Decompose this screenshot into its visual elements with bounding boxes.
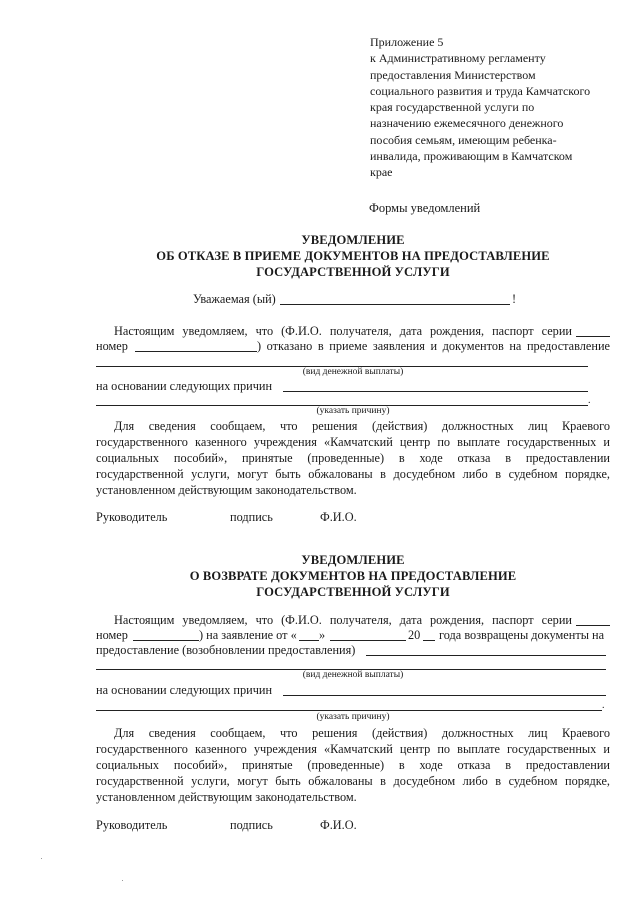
salutation-label: Уважаемая (ый) — [193, 292, 276, 306]
annex-line: назначению ежемесячного денежного — [370, 116, 564, 131]
addressee-name-field[interactable] — [280, 304, 510, 305]
salutation-end: ! — [512, 292, 517, 306]
reasons-field[interactable] — [283, 391, 588, 392]
return-year-prefix: 20 — [408, 628, 421, 642]
reasons-label: на основании следующих причин — [96, 379, 273, 393]
return-notice-line1: Настоящим уведомляем, что (Ф.И.О. получателя, дата рождения, паспорт серии — [114, 613, 572, 627]
annex-line: социального развития и труда Камчатского — [370, 83, 591, 98]
refusal-notice-line1: Настоящим уведомляем, что (Ф.И.О. получателя, дата рождения, паспорт серии — [114, 324, 572, 338]
head-label: Руководитель — [96, 510, 168, 524]
return-application-from: ) на заявление от « — [199, 628, 297, 642]
fio-label: Ф.И.О. — [320, 510, 357, 524]
return-notice-line2-end: года возвращены документы на — [439, 628, 605, 642]
scan-speck — [41, 858, 42, 859]
return-payment-caption: (вид денежной выплаты) — [302, 670, 404, 680]
return-passport-series-field[interactable] — [576, 625, 610, 626]
refusal-notice-line2: ) отказано в приеме заявления и документов на предоставление — [257, 339, 610, 353]
forms-title: Формы уведомлений — [369, 201, 481, 215]
return-title — [96, 552, 610, 600]
signature-label: подпись — [230, 510, 273, 524]
return-number-label: номер — [96, 628, 128, 642]
return-reasons-field[interactable] — [283, 695, 606, 696]
appeal-line: социальных пособий», принятые (проведенные) в ходе отказа в предоставлении — [96, 451, 610, 465]
return-passport-number-field[interactable] — [133, 640, 199, 641]
document-page: Приложение 5 к Административному регламенту предоставления Министерством социального развития и труда Камчатского края государственной услуги по назначению ежемесячного денежного пособия семьям, имеющим ребенка- инвалида, проживающим в Камчатском крае Формы уведомлений УВЕДОМЛЕНИЕ ОБ ОТКАЗЕ В ПРИЕМЕ ДОКУМЕНТОВ НА ПРЕДОСТАВЛЕНИЕ ГОСУДАРСТВЕННОЙ УСЛУГИ Уважаемая (ый) ! Настоящим уведомляем, что (Ф.И.О. получателя, дата рождения, паспорт серии номер ) отказано в приеме заявления и документов на предоставление (вид денежной выплаты) на основании следующих причин . (указать причину) Для сведения сообщаем, что решения (действия) должностных лиц Краевого государственного казенного учреждения «Камчатский центр по выплате государственных и социальных пособий», принятые (проведенные) в ходе отказа в предоставлении государственной услуги, могут быть обжалованы в досудебном либо в судебном порядке, установленном действующим законодательством. Руководитель подпись Ф.И.О. УВЕДОМЛЕНИЕ О ВОЗВРАТЕ ДОКУМЕНТОВ НА ПРЕДОСТАВЛЕНИЕ ГОСУДАРСТВЕННОЙ УСЛУГИ Настоящим уведомляем, что (Ф.И.О. получателя, дата рождения, паспорт серии номер ) на заявление от « » 20 года возвращены документы на предоставление (возобновлении предоставления) (вид денежной выплаты) на основании следующих причин . (указать причину) Для сведения сообщаем, что решения (действия) должностных лиц Краевого государственного казенного учреждения «Камчатский центр по выплате государственных и социальных пособий», принятые (проведенные) в ходе отказа в предоставлении государственной услуги, могут быть обжалованы в досудебном либо в судебном порядке, установленном действующим законодательством. Руководитель подпись Ф.И.О. — [0, 0, 640, 905]
application-year-field[interactable] — [423, 640, 435, 641]
return-reasons-label: на основании следующих причин — [96, 683, 273, 697]
refusal-title-line: ОБ ОТКАЗЕ В ПРИЕМЕ ДОКУМЕНТОВ НА ПРЕДОСТАВЛЕНИЕ — [156, 249, 550, 263]
reason-caption: (указать причину) — [316, 406, 390, 416]
annex-line: предоставления Министерством — [370, 67, 536, 82]
return-title-line: УВЕДОМЛЕНИЕ — [301, 553, 405, 567]
annex-line: края государственной услуги по — [370, 100, 535, 115]
application-day-field[interactable] — [299, 640, 319, 641]
refusal-number-label: номер — [96, 339, 128, 353]
return-appeal-line: социальных пособий», принятые (проведенные) в ходе отказа в предоставлении — [96, 758, 610, 772]
annex-line: пособия семьям, имеющим ребенка- — [370, 132, 557, 147]
refusal-title-line: УВЕДОМЛЕНИЕ — [301, 233, 405, 247]
annex-header — [370, 34, 620, 181]
return-fio-label: Ф.И.О. — [320, 818, 357, 832]
return-notice-line3: предоставление (возобновлении предоставления) — [96, 643, 356, 657]
appeal-line: государственной услуги, могут быть обжалованы в досудебном либо в судебном порядке, — [96, 467, 610, 481]
return-title-line: О ВОЗВРАТЕ ДОКУМЕНТОВ НА ПРЕДОСТАВЛЕНИЕ — [189, 569, 517, 583]
return-quote-close: » — [319, 628, 326, 642]
return-head-label: Руководитель — [96, 818, 168, 832]
return-signature-label: подпись — [230, 818, 273, 832]
passport-series-field[interactable] — [576, 336, 610, 337]
annex-line: крае — [370, 165, 393, 180]
return-appeal-line-last: установленном действующим законодательством. — [96, 790, 357, 804]
annex-line: Приложение 5 — [370, 35, 444, 49]
return-title-line: ГОСУДАРСТВЕННОЙ УСЛУГИ — [256, 585, 450, 599]
passport-number-field[interactable] — [135, 351, 257, 352]
application-month-field[interactable] — [330, 640, 406, 641]
appeal-line: Для сведения сообщаем, что решения (действия) должностных лиц Краевого — [114, 419, 610, 433]
payment-type-caption: (вид денежной выплаты) — [302, 367, 404, 377]
annex-line: к Административному регламенту — [370, 51, 546, 66]
return-payment-field[interactable] — [366, 655, 606, 656]
refusal-title-line: ГОСУДАРСТВЕННОЙ УСЛУГИ — [256, 265, 450, 279]
appeal-line-last: установленном действующим законодательством. — [96, 483, 357, 497]
scan-speck — [122, 880, 123, 881]
refusal-title — [96, 232, 610, 280]
return-reasons-field-line2[interactable] — [96, 710, 602, 711]
appeal-line: государственного казенного учреждения «Камчатский центр по выплате государственных и — [96, 435, 610, 449]
return-reason-caption: (указать причину) — [316, 712, 390, 722]
return-appeal-line: государственного казенного учреждения «Камчатский центр по выплате государственных и — [96, 742, 610, 756]
return-appeal-line: Для сведения сообщаем, что решения (действия) должностных лиц Краевого — [114, 726, 610, 740]
annex-line: инвалида, проживающим в Камчатском — [370, 149, 573, 164]
return-appeal-line: государственной услуги, могут быть обжалованы в досудебном либо в судебном порядке, — [96, 774, 610, 788]
